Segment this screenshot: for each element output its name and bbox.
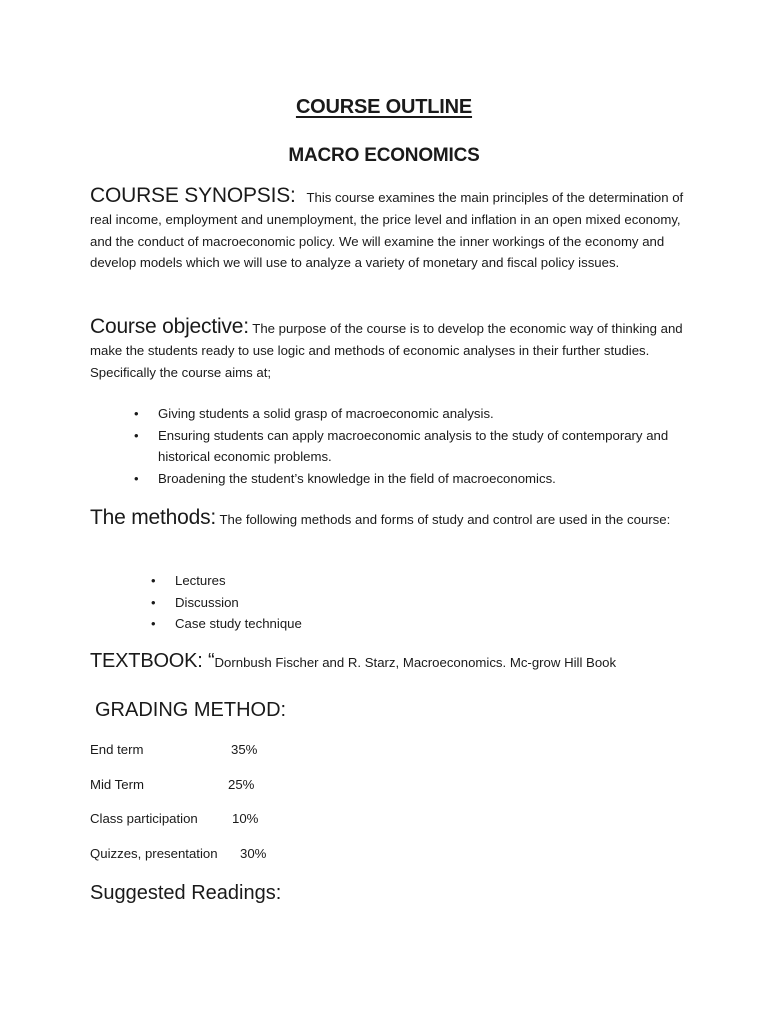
list-item: [134, 425, 694, 468]
objective-item-text: Broadening the student’s knowledge in the field of macroeconomics.: [158, 470, 556, 486]
grading-value: 10%: [232, 811, 259, 826]
synopsis-text: This course examines the main principles of the determination of real income, employment and unemployment, the price level and inflation in an open mixed economy, and the conduct of macroeconomic policy. We will examine the inner workings of the economy and develop models which we will use to analyze a variety of monetary and fiscal policy issues.: [90, 190, 684, 271]
method-item-text: Lectures: [175, 573, 226, 588]
methods-heading: The methods:: [90, 506, 216, 529]
objective-section: [90, 316, 690, 383]
grading-heading: GRADING METHOD:: [95, 699, 287, 721]
bullet-icon: •: [134, 406, 139, 421]
textbook-heading: TEXTBOOK: “: [90, 650, 215, 672]
document-title: COURSE OUTLINE: [295, 96, 473, 118]
objective-heading: Course objective:: [90, 315, 249, 338]
suggested-readings-heading: Suggested Readings:: [90, 882, 282, 904]
grading-label: Quizzes, presentation: [90, 846, 218, 861]
method-item-text: Discussion: [175, 594, 239, 610]
bullet-icon: •: [134, 470, 139, 486]
bullet-icon: •: [151, 573, 156, 588]
document-subtitle: MACRO ECONOMICS: [288, 145, 480, 166]
bullet-icon: •: [134, 427, 139, 443]
methods-list: [151, 570, 551, 635]
list-item: [134, 403, 694, 425]
objective-text: The purpose of the course is to develop the economic way of thinking and make the students ready to use logic and methods of economic analyses in their further studies. Specifically the course aims at;: [90, 321, 683, 380]
objective-list: [134, 403, 694, 489]
objective-item-text: Ensuring students can apply macroeconomic analysis to the study of contemporary and historical economic problems.: [158, 427, 669, 464]
textbook-text: Dornbush Fischer and R. Starz, Macroeconomics. Mc-grow Hill Book: [214, 655, 617, 670]
grading-label: Mid Term: [90, 777, 144, 792]
list-item: [151, 570, 551, 592]
grading-value: 30%: [240, 846, 267, 861]
list-item: [134, 468, 694, 490]
bullet-icon: •: [151, 616, 156, 631]
objective-item-text: Giving students a solid grasp of macroeconomic analysis.: [158, 406, 494, 421]
grading-label: Class participation: [90, 811, 198, 826]
synopsis-heading: COURSE SYNOPSIS:: [90, 184, 296, 207]
methods-text: The following methods and forms of study and control are used in the course:: [219, 512, 671, 527]
bullet-icon: •: [151, 594, 156, 610]
list-item: [151, 592, 551, 614]
list-item: [151, 613, 551, 635]
method-item-text: Case study technique: [175, 616, 302, 631]
grading-label: End term: [90, 742, 144, 757]
synopsis-section: [90, 185, 690, 274]
grading-value: 25%: [228, 777, 255, 792]
grading-value: 35%: [231, 742, 258, 757]
methods-section: [90, 507, 690, 531]
textbook-section: [90, 651, 730, 674]
